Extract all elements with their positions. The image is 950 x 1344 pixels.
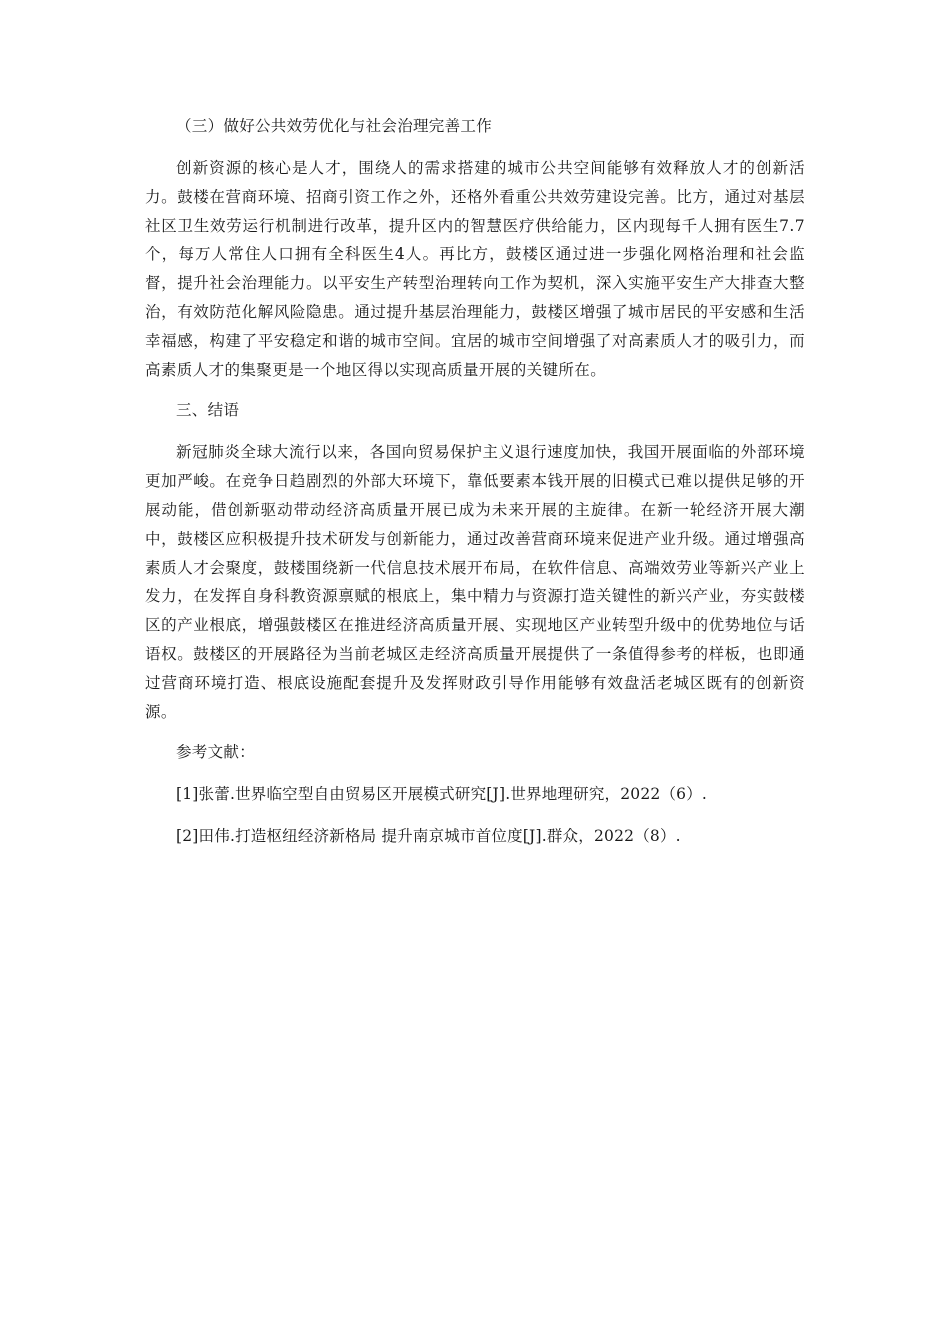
references-heading: 参考文献： bbox=[176, 743, 256, 762]
document-page bbox=[145, 112, 805, 850]
reference-item: [2]田伟.打造枢纽经济新格局 提升南京城市首位度[J].群众，2022（8）. bbox=[176, 827, 681, 846]
section-paragraph: 创新资源的核心是人才，围绕人的需求搭建的城市公共空间能够有效释放人才的创新活力。鼓楼在营商环境、招商引资工作之外，还格外看重公共效劳建设完善。比方，通过对基层社区卫生效劳运行机制进行改革，提升区内的智慧医疗供给能力，区内现每千人拥有医生7.7个，每万人常住人口拥有全科医生4人。再比方，鼓楼区通过进一步强化网格治理和社会监督，提升社会治理能力。以平安生产转型治理转向工作为契机，深入实施平安生产大排查大整治，有效防范化解风险隐患。通过提升基层治理能力，鼓楼区增强了城市居民的平安感和生活幸福感，构建了平安稳定和谐的城市空间。宜居的城市空间增强了对高素质人才的吸引力，而高素质人才的集聚更是一个地区得以实现高质量开展的关键所在。 bbox=[145, 159, 805, 379]
conclusion-paragraph: 新冠肺炎全球大流行以来，各国向贸易保护主义退行速度加快，我国开展面临的外部环境更加严峻。在竞争日趋剧烈的外部大环境下，靠低要素本钱开展的旧模式已难以提供足够的开展动能，借创新驱动带动经济高质量开展已成为未来开展的主旋律。在新一轮经济开展大潮中，鼓楼区应积极提升技术研发与创新能力，通过改善营商环境来促进产业升级。通过增强高素质人才会聚度，鼓楼围绕新一代信息技术展开布局，在软件信息、高端效劳业等新兴产业上发力，在发挥自身科教资源禀赋的根底上，集中精力与资源打造关键性的新兴产业，夯实鼓楼区的产业根底，增强鼓楼区在推进经济高质量开展、实现地区产业转型升级中的优势地位与话语权。鼓楼区的开展路径为当前老城区走经济高质量开展提供了一条值得参考的样板，也即通过营商环境打造、根底设施配套提升及发挥财政引导作用能够有效盘活老城区既有的创新资源。 bbox=[145, 443, 805, 721]
section-heading: （三）做好公共效劳优化与社会治理完善工作 bbox=[176, 117, 493, 135]
reference-item: [1]张蕾.世界临空型自由贸易区开展模式研究[J].世界地理研究，2022（6）. bbox=[176, 785, 708, 804]
conclusion-heading: 三、结语 bbox=[176, 401, 240, 420]
